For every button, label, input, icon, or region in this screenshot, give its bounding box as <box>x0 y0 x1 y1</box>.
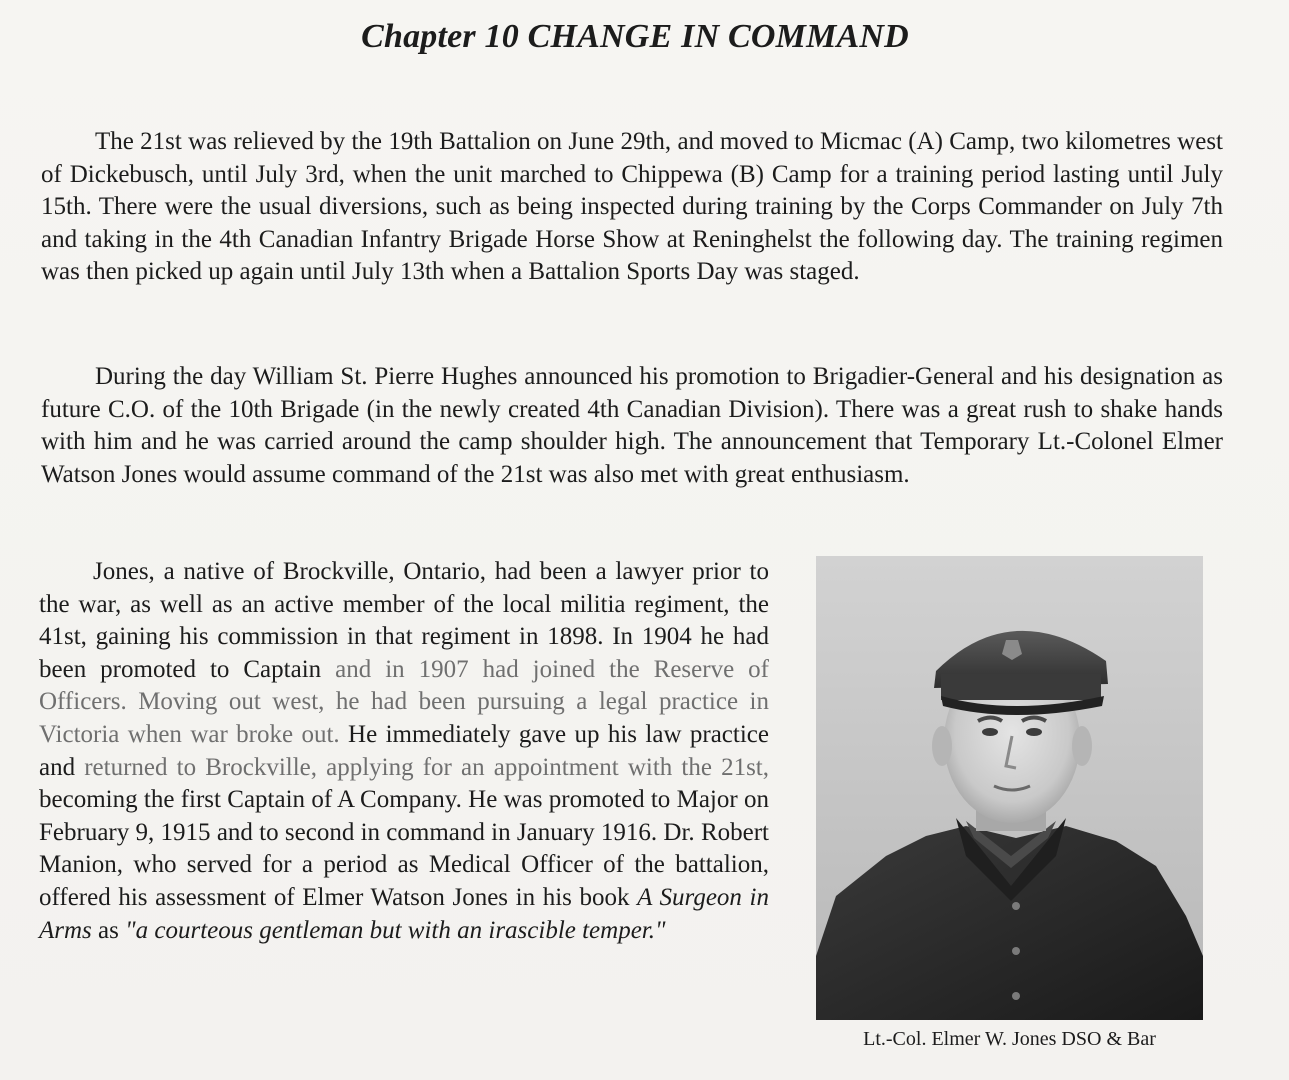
paragraph-3-part-e: becoming the first Captain of A Company. He was promoted to Major on February 9, 1915 and to second in command in January 1916. Dr. Robert Manion, who served for a period as Medical Officer of the battalion, offered his assessment of Elmer Watson Jones in his book <box>39 786 769 911</box>
portrait-photo <box>816 556 1203 1020</box>
officer-portrait-illustration <box>816 556 1203 1020</box>
chapter-title: Chapter 10 CHANGE IN COMMAND <box>361 18 909 55</box>
photo-caption: Lt.-Col. Elmer W. Jones DSO & Bar <box>863 1028 1156 1050</box>
manion-quote: "a courteous gentleman but with an irascible temper." <box>125 916 666 944</box>
paragraph-3-part-d: returned to Brockville, applying for an appointment with the 21st, <box>84 753 769 781</box>
paragraph-2: During the day William St. Pierre Hughes announced his promotion to Brigadier-General and his designation as future C.O. of the 10th Brigade (in the newly created 4th Canadian Division). There was a great rush to shake hands with him and he was carried around the camp shoulder high. The announcement that Temporary Lt.-Colonel Elmer Watson Jones would assume command of the 21st was also met with great enthusiasm. <box>41 363 1223 488</box>
paragraph-3-part-f: as <box>91 916 126 944</box>
paragraph-3-part-c: He immediately gave up his law practice and <box>39 720 769 781</box>
paragraph-1: The 21st was relieved by the 19th Battalion on June 29th, and moved to Micmac (A) Camp, two kilometres west of Dickebusch, until July 3rd, when the unit marched to Chippewa (B) Camp for a training period lasting until July 15th. There were the usual diversions, such as being inspected during training by the Corps Commander on July 7th and taking in the 4th Canadian Infantry Brigade Horse Show at Reninghelst the following day. The training regimen was then picked up again until July 13th when a Battalion Sports Day was staged. <box>41 128 1223 286</box>
paragraph-3-part-a: Jones, a native of Brockville, Ontario, had been a lawyer prior to the war, as well as an active member of the local militia regiment, the 41st, gaining his commission in that regiment in 1898. In 1904 he had been promoted to Captain <box>39 558 769 683</box>
paragraph-3-part-b: and in 1907 had joined the Reserve of Officers. Moving out west, he had been pursuing a legal practice in Victoria when war broke out. <box>39 655 769 748</box>
paragraph-3 <box>39 556 769 947</box>
book-title: A Surgeon in Arms <box>39 883 769 944</box>
